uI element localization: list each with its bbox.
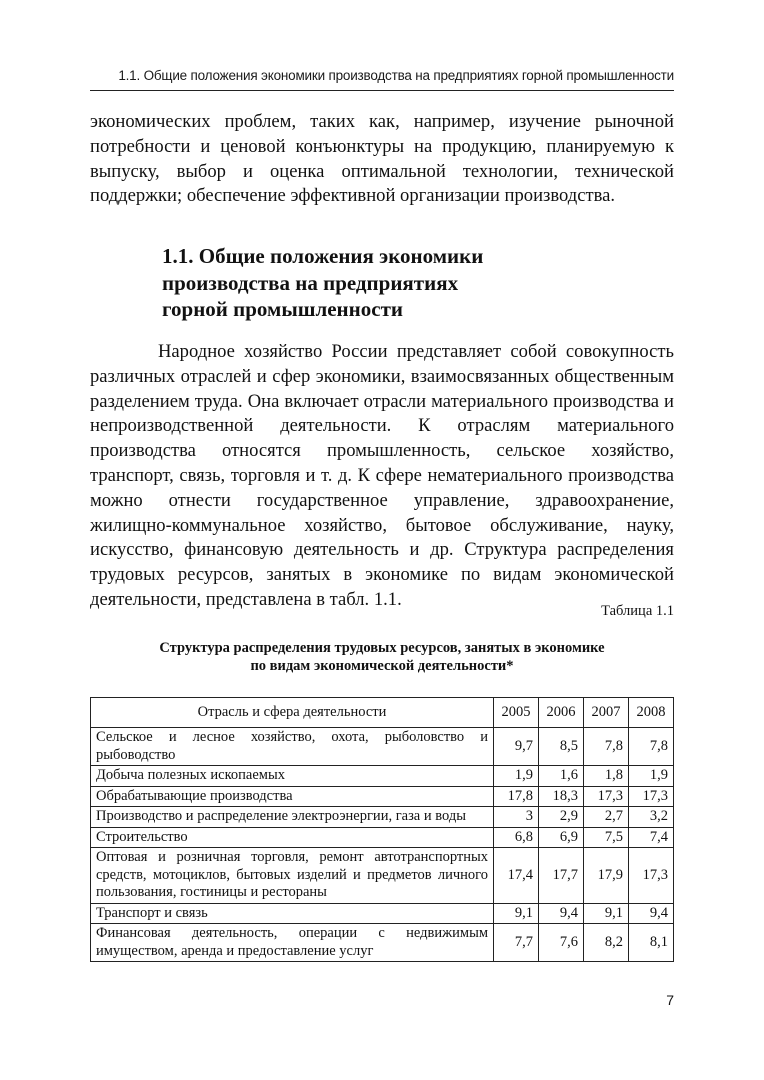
branch-cell: Обрабатывающие производства [91, 786, 494, 807]
value-cell: 3 [494, 807, 539, 828]
value-cell: 6,9 [539, 827, 584, 848]
value-cell: 6,8 [494, 827, 539, 848]
value-cell: 7,8 [629, 728, 674, 766]
section-title-line: производства на предприятиях [162, 270, 459, 295]
column-header-year: 2008 [629, 698, 674, 728]
header-rule [90, 90, 674, 91]
branch-cell: Транспорт и связь [91, 903, 494, 924]
value-cell: 1,6 [539, 766, 584, 787]
table-row [91, 924, 674, 962]
table-row [91, 766, 674, 787]
value-cell: 17,7 [539, 848, 584, 904]
branch-cell: Добыча полезных ископаемых [91, 766, 494, 787]
value-cell: 1,9 [629, 766, 674, 787]
value-cell: 18,3 [539, 786, 584, 807]
value-cell: 7,6 [539, 924, 584, 962]
value-cell: 1,9 [494, 766, 539, 787]
table-caption-line: по видам экономической деятельности* [250, 657, 514, 674]
table-caption [90, 640, 674, 675]
value-cell: 9,7 [494, 728, 539, 766]
table-row [91, 807, 674, 828]
value-cell: 7,8 [584, 728, 629, 766]
value-cell: 9,1 [584, 903, 629, 924]
value-cell: 2,9 [539, 807, 584, 828]
value-cell: 17,4 [494, 848, 539, 904]
column-header-year: 2005 [494, 698, 539, 728]
value-cell: 9,1 [494, 903, 539, 924]
value-cell: 1,8 [584, 766, 629, 787]
table-row [91, 848, 674, 904]
value-cell: 9,4 [539, 903, 584, 924]
running-header: 1.1. Общие положения экономики производства на предприятиях горной промышленности [118, 68, 674, 83]
value-cell: 17,9 [584, 848, 629, 904]
table-caption-line: Структура распределения трудовых ресурсов, занятых в экономике [159, 640, 605, 656]
employment-structure-table [90, 697, 674, 962]
table-row [91, 827, 674, 848]
section-title-line: 1.1. Общие положения экономики [162, 244, 484, 268]
table-row [91, 903, 674, 924]
branch-cell: Оптовая и розничная торговля, ремонт автотранспортных средств, мотоциклов, бытовых изделий и предметов личного пользования, гостиницы и рестораны [91, 848, 494, 904]
section-title-line: горной промышленности [162, 297, 403, 321]
value-cell: 8,5 [539, 728, 584, 766]
main-paragraph: Народное хозяйство России представляет собой совокупность различных отраслей и сфер экономики, взаимосвязанных общественным разделением труда. Она включает отрасли материального производства и непроизводственной деятельности. К отраслям материального производства относятся промышленность, сельское хозяйство, транспорт, связь, торговля и т. д. К сфере нематериального производства можно отнести государственное управление, здравоохранение, жилищно-коммунальное хозяйство, бытовое обслуживание, науку, искусство, финансовую деятельность и др. Структура распределения трудовых ресурсов, занятых в экономике по видам экономической деятельности, представлена в табл. 1.1. [90, 341, 674, 610]
value-cell: 17,3 [629, 848, 674, 904]
value-cell: 3,2 [629, 807, 674, 828]
value-cell: 9,4 [629, 903, 674, 924]
table-header-row [91, 698, 674, 728]
value-cell: 7,5 [584, 827, 629, 848]
table-row [91, 728, 674, 766]
value-cell: 17,8 [494, 786, 539, 807]
value-cell: 17,3 [629, 786, 674, 807]
branch-cell: Сельское и лесное хозяйство, охота, рыболовство и рыбоводство [91, 728, 494, 766]
column-header-branch: Отрасль и сфера деятельности [91, 698, 494, 728]
column-header-year: 2007 [584, 698, 629, 728]
section-title [162, 243, 582, 323]
branch-cell: Финансовая деятельность, операции с недвижимым имуществом, аренда и предоставление услуг [91, 924, 494, 962]
table-row [91, 786, 674, 807]
value-cell: 7,4 [629, 827, 674, 848]
branch-cell: Производство и распределение электроэнергии, газа и воды [91, 807, 494, 828]
intro-paragraph: экономических проблем, таких как, например, изучение рыночной потребности и ценовой конъюнктуры на продукцию, планируемую к выпуску, выбор и оценка оптимальной технологии, технической поддержки; обеспечение эффективной организации производства. [90, 111, 674, 207]
value-cell: 8,2 [584, 924, 629, 962]
branch-cell: Строительство [91, 827, 494, 848]
value-cell: 17,3 [584, 786, 629, 807]
value-cell: 7,7 [494, 924, 539, 962]
page-number: 7 [666, 992, 674, 1008]
column-header-year: 2006 [539, 698, 584, 728]
value-cell: 8,1 [629, 924, 674, 962]
value-cell: 2,7 [584, 807, 629, 828]
table-label: Таблица 1.1 [601, 603, 674, 619]
